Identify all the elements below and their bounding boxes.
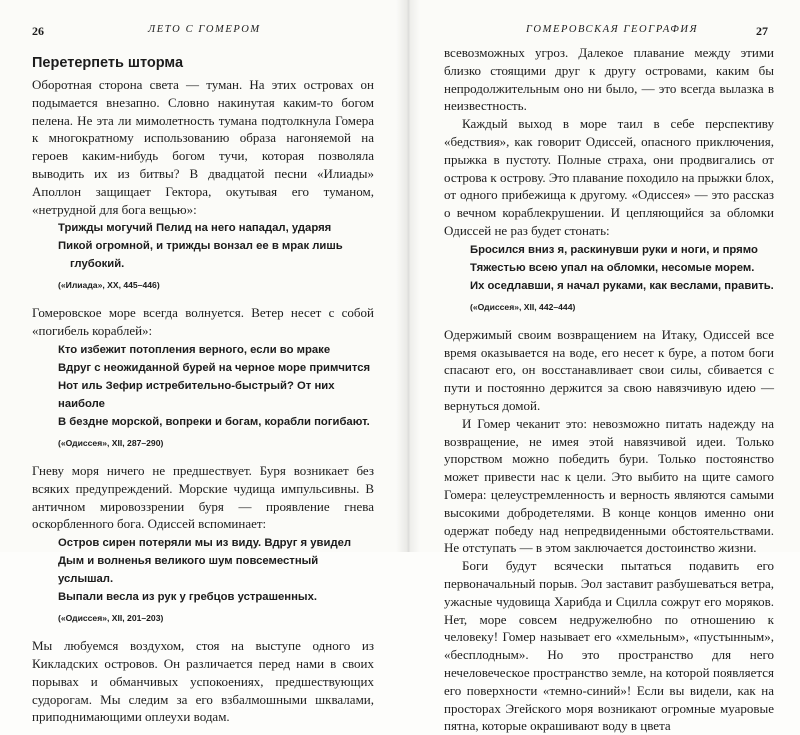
text-column	[32, 54, 374, 726]
verse-line: Дым и волненья великого шум повсеместный услышал.	[58, 555, 319, 586]
verse-line: Их оседлавши, я начал руками, как веслами, править.	[470, 279, 774, 292]
verse-quote	[58, 219, 374, 273]
paragraph: И Гомер чеканит это: невозможно питать надежду на возвращение, не имея этой навязчивой идеи. Только упорством можно победить бури. Только постоянство может привести нас к цели. Это выбито на щите самого Гомера: целеустремленность и верность являются самыми высокими добродетелями. В конце концов именно они одержат победу над непредвиденными обстоятельствами. Не отступать — в этом заключается достоинство жизни.	[444, 415, 774, 556]
page-number: 27	[756, 24, 768, 38]
right-page	[408, 0, 800, 734]
verse-quote	[58, 341, 374, 431]
quote-citation: («Одиссея», XII, 201–203)	[58, 613, 164, 624]
verse-line: Тяжестью всею упал на обломки, несомые морем.	[470, 261, 755, 274]
verse-line: Выпали весла из рук у гребцов устрашенных.	[58, 591, 317, 604]
quote-citation: («Одиссея», XII, 287–290)	[58, 437, 164, 448]
paragraph: Гневу моря ничего не предшествует. Буря возникает без всяких предупреждений. Морские чудища импульсивны. В античном мировоззрении буря — проявление гнева оскорбленного бога. Одиссей вспоминает:	[32, 462, 374, 532]
verse-line: Трижды могучий Пелид на него нападал, ударяя	[58, 222, 332, 235]
running-head: ЛЕТО С ГОМЕРОМ	[148, 24, 261, 35]
verse-line: Бросился вниз я, раскинувши руки и ноги, и прямо	[470, 243, 758, 256]
paragraph: Одержимый своим возвращением на Итаку, Одиссей все время оказывается на воде, его несет к буре, а потом боги спасают его, он восстанавливает свои силы, сбивается с пути и постоянно держится за свою навязчивую идею — вернуться домой.	[444, 326, 774, 413]
paragraph: Боги будут всячески пытаться подавить его первоначальный порыв. Эол заставит разбушеваться ветра, ужасные чудовища Харибда и Сцилла сожрут его моряков. Нет, море совсем недружелюбно по отношению к человеку! Гомер называет его «хмельным», «пустынным», «бесплодным». Но это пространство для него нечеловеческое пространство земле, на которой появляется его поверхности «темно-синий»! Если вы видели, как на просторах Эгейского моря возникают огромные муаровые пятна, которые окрашивают воду в цвета	[444, 558, 774, 734]
paragraph: Мы любуемся воздухом, стоя на выступе одного из Кикладских островов. Он различается перед нами в своих порывах и обманчивых успокоениях, предшествующих судорогам. Мы следим за его взбалмошными шквалами, приподнимающими оплеухи водам.	[32, 638, 374, 725]
verse-line: глубокий.	[70, 258, 125, 271]
verse-quote	[58, 534, 374, 606]
verse-line: Остров сирен потеряли мы из виду. Вдруг я увидел	[58, 537, 352, 550]
verse-line: Вдруг с неожиданной бурей на черное море примчится	[58, 361, 371, 374]
verse-line: Нот иль Зефир истребительно-быстрый? От них наиболе	[58, 379, 335, 410]
paragraph: Гомеровское море всегда волнуется. Ветер несет с собой «погибель кораблей»:	[32, 305, 374, 339]
verse-line: Кто избежит потопления верного, если во мраке	[58, 343, 331, 356]
paragraph: Каждый выход в море таил в себе перспективу «бедствия», как говорит Одиссей, опасного приключения, прыжка в пустоту. Полные страха, они продвигались от острова к острову. Это плавание походило на прыжки блох, от одного прибежища к другому. «Одиссея» — это рассказ о вечном кораблекрушении. И цепляющийся за обломки Одиссей не раз будет стонать:	[444, 116, 774, 238]
quote-citation: («Илиада», XX, 445–446)	[58, 280, 160, 291]
verse-line: В бездне морской, вопреки и богам, корабли погибают.	[58, 415, 370, 428]
quote-citation: («Одиссея», XII, 442–444)	[470, 301, 576, 312]
page-number: 26	[32, 24, 44, 38]
text-column	[444, 44, 774, 735]
paragraph: всевозможных угроз. Далекое плавание между этими близко стоящими друг к другу островами, каким бы непродолжительным оно ни было, — это всегда вылазка в неизвестность.	[444, 45, 774, 114]
running-head: ГОМЕРОВСКАЯ ГЕОГРАФИЯ	[526, 24, 699, 35]
section-heading: Перетерпеть шторма	[32, 55, 184, 71]
verse-line: Пикой огромной, и трижды вонзал ее в мрак лишь	[58, 240, 343, 253]
paragraph: Оборотная сторона света — туман. На этих островах он подымается внезапно. Словно накинутая каким-то богом пелена. Не эта ли мимолетность тумана подтолкнула Гомера к многократному использованию образа нагоняемой на героев каким-нибудь богом тучи, которая позволяла выводить их из битвы? В двадцатой песни «Илиады» Аполлон защищает Гектора, окутывая его туманом, «нетрудной для бога вещью»:	[32, 77, 374, 217]
verse-quote	[470, 241, 774, 295]
